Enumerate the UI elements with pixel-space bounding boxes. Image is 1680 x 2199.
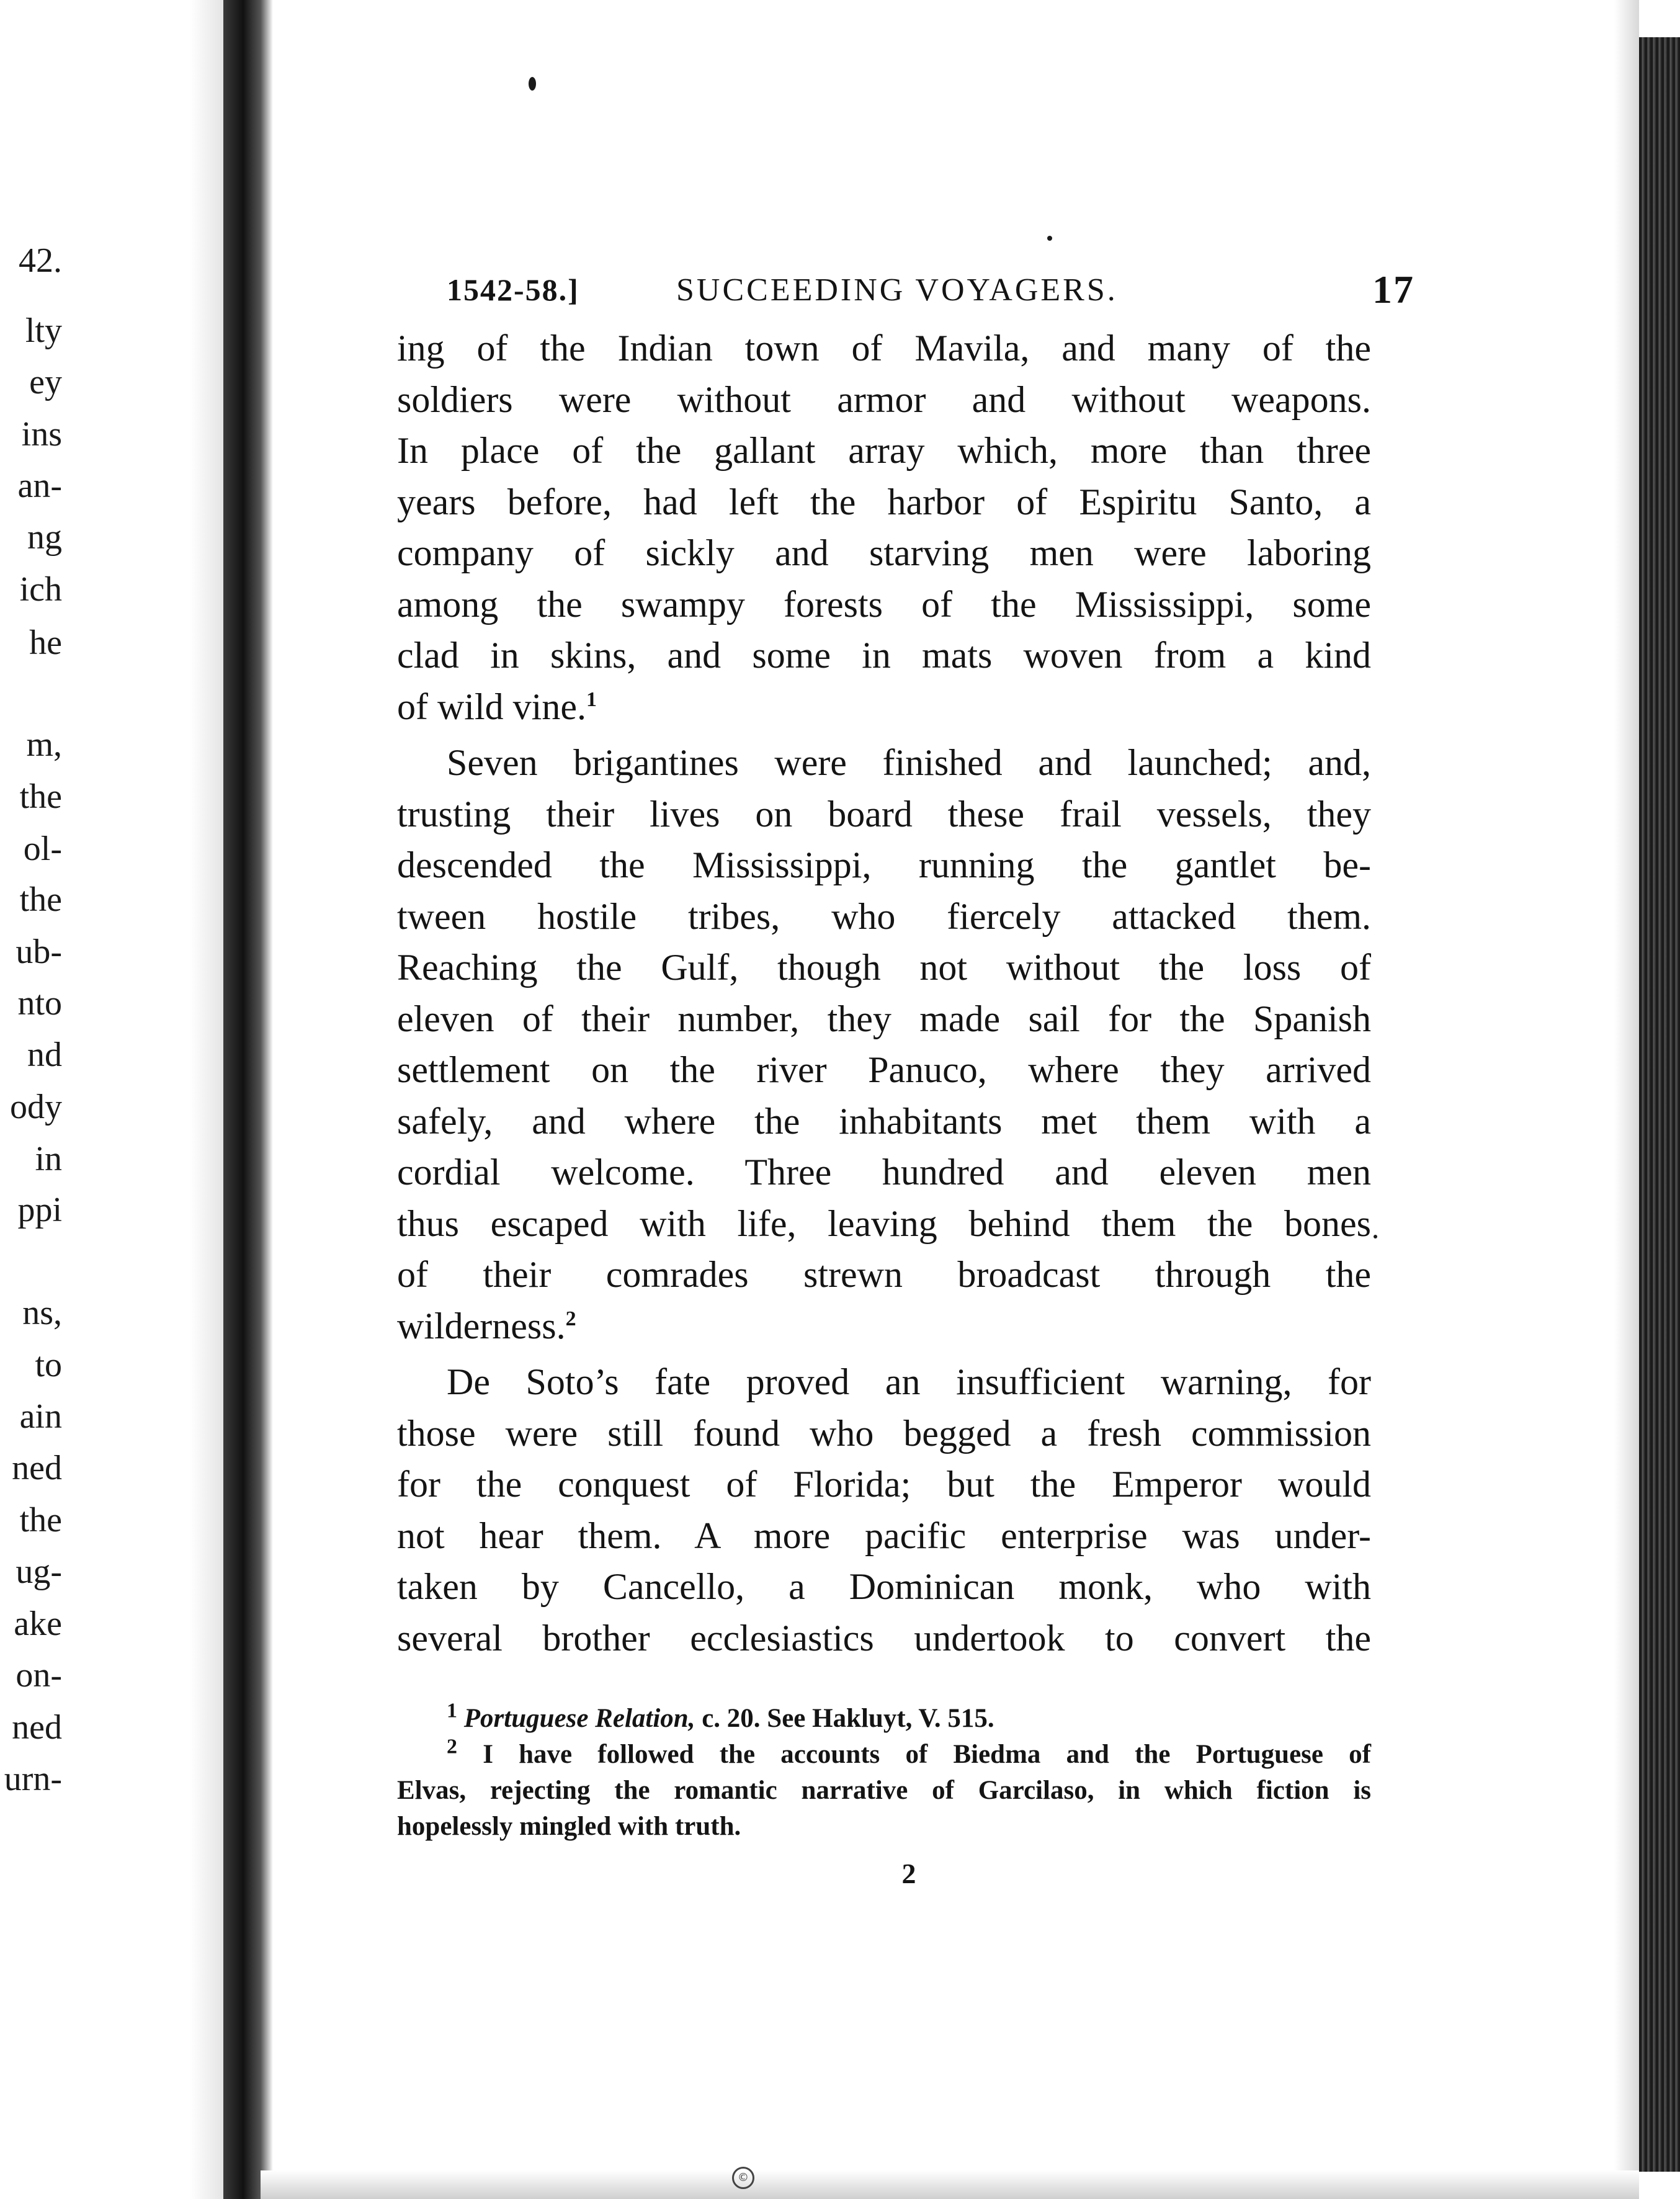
text-line: clad in skins, and some in mats woven from a kind [397, 635, 1371, 676]
ink-speck [529, 77, 536, 91]
facing-page-fragment: on- [16, 1656, 62, 1695]
footnote-1-text: c. 20. See Hakluyt, V. 515. [702, 1704, 994, 1733]
facing-page-fragment: lty [25, 311, 62, 350]
text-line: Seven brigantines were finished and launched; and, [447, 742, 1371, 783]
facing-page-fragment: ug- [16, 1552, 62, 1591]
facing-page-text-fragments [0, 0, 243, 2199]
facing-page-fragment: ng [27, 518, 62, 557]
footnote-2-mark: 2 [447, 1735, 457, 1758]
text-line: settlement on the river Panuco, where they arrived [397, 1049, 1371, 1090]
text-line: ing of the Indian town of Mavila, and many of the [397, 328, 1371, 369]
facing-page-fragment: ns, [22, 1294, 62, 1332]
facing-page-fragment: m, [26, 725, 62, 764]
text-line: safely, and where the inhabitants met them with a [397, 1100, 1371, 1142]
facing-page-fragment: ins [21, 415, 62, 454]
facing-page-fragment: the [19, 777, 62, 816]
text-line-end: of wild vine. [397, 686, 586, 727]
book-page [397, 267, 1414, 1890]
ink-speck [1047, 236, 1052, 241]
facing-page-fragment: ned [12, 1449, 62, 1487]
text-line: company of sickly and starving men were laboring [397, 532, 1371, 573]
facing-page-fragment: ub- [16, 933, 62, 971]
text-line: cordial welcome. Three hundred and eleven men [397, 1152, 1371, 1193]
facing-page-fragment: to [35, 1346, 62, 1384]
running-head-title: SUCCEEDING VOYAGERS. [676, 272, 1118, 308]
footnote-marker: 2 [565, 1307, 576, 1330]
text-line: tween hostile tribes, who fiercely attacked them. [397, 895, 1371, 937]
body-text [397, 323, 1371, 1664]
text-line: those were still found who begged a fresh commission [397, 1412, 1371, 1454]
library-stamp-icon: © [732, 2167, 754, 2189]
paragraph [397, 1356, 1371, 1664]
facing-page-fragment: ake [14, 1605, 62, 1643]
footnote-1-mark: 1 [447, 1699, 457, 1722]
text-line: De Soto’s fate proved an insufficient warning, for [447, 1361, 1371, 1402]
facing-page-fragment: ned [12, 1708, 62, 1747]
facing-page-fragment: ain [19, 1397, 62, 1436]
facing-page-fragment: ody [10, 1088, 62, 1126]
page-bottom-shade [261, 2170, 1639, 2199]
facing-page-fragment: urn- [4, 1760, 62, 1798]
running-head [397, 267, 1414, 316]
page-edge-shade [1614, 0, 1639, 2199]
facing-page-fragment: ey [29, 363, 62, 401]
paragraph [397, 737, 1371, 1351]
footnote-1-title: Portuguese Relation, [463, 1704, 695, 1733]
ink-speck [1374, 1235, 1377, 1238]
book-block-edge [1639, 37, 1680, 2172]
text-line: among the swampy forests of the Mississippi, some [397, 583, 1371, 625]
facing-page-fragment: the [19, 1501, 62, 1539]
text-line: eleven of their number, they made sail for the Spanish [397, 998, 1371, 1039]
facing-page-fragment: ol- [23, 830, 62, 868]
facing-page-fragment: 42. [19, 241, 62, 280]
facing-page-fragment: nd [27, 1036, 62, 1074]
facing-page-fragment: in [35, 1140, 62, 1178]
facing-page-fragment: an- [17, 467, 62, 505]
facing-page-fragment: the [19, 880, 62, 919]
running-head-years: 1542-58.] [447, 272, 579, 307]
text-line: several brother ecclesiastics undertook to convert the [397, 1617, 1371, 1659]
facing-page-fragment: he [29, 624, 62, 662]
paragraph [397, 323, 1371, 732]
facing-page-fragment: ppi [17, 1191, 62, 1229]
text-line: years before, had left the harbor of Espiritu Santo, a [397, 481, 1371, 522]
text-line: descended the Mississippi, running the gantlet be- [397, 844, 1371, 885]
text-line: thus escaped with life, leaving behind them the bones [397, 1203, 1371, 1244]
text-line: In place of the gallant array which, more than three [397, 430, 1371, 471]
text-line [397, 1301, 1371, 1352]
book-gutter [223, 0, 273, 2199]
text-line: Reaching the Gulf, though not without the loss of [397, 947, 1371, 988]
text-line: not hear them. A more pacific enterprise was under- [397, 1515, 1371, 1556]
text-line: for the conquest of Florida; but the Emperor would [397, 1464, 1371, 1505]
footnote-2-line: hopelessly mingled with truth. [397, 1812, 741, 1841]
facing-page-fragment: ich [19, 570, 62, 609]
footnote-2-line: Elvas, rejecting the romantic narrative of Garcilaso, in which fiction is [397, 1776, 1371, 1805]
text-line-end: wilderness. [397, 1305, 566, 1346]
text-line: trusting their lives on board these frail vessels, they [397, 793, 1371, 835]
text-line: soldiers were without armor and without weapons. [397, 378, 1371, 420]
facing-page [0, 0, 243, 2199]
text-line: of their comrades strewn broadcast through the [397, 1254, 1371, 1295]
footnote-1 [397, 1701, 1371, 1737]
signature-mark: 2 [901, 1858, 916, 1889]
facing-page-fragment: nto [17, 984, 62, 1023]
footnote-2-text: I have followed the accounts of Biedma and the Portuguese of [483, 1740, 1372, 1769]
footnote-marker: 1 [586, 687, 597, 711]
page-number: 17 [1372, 267, 1414, 311]
footnotes [397, 1701, 1371, 1845]
text-line [397, 681, 1371, 733]
text-line: taken by Cancello, a Dominican monk, who with [397, 1566, 1371, 1607]
footnote-2-line [397, 1737, 1371, 1773]
